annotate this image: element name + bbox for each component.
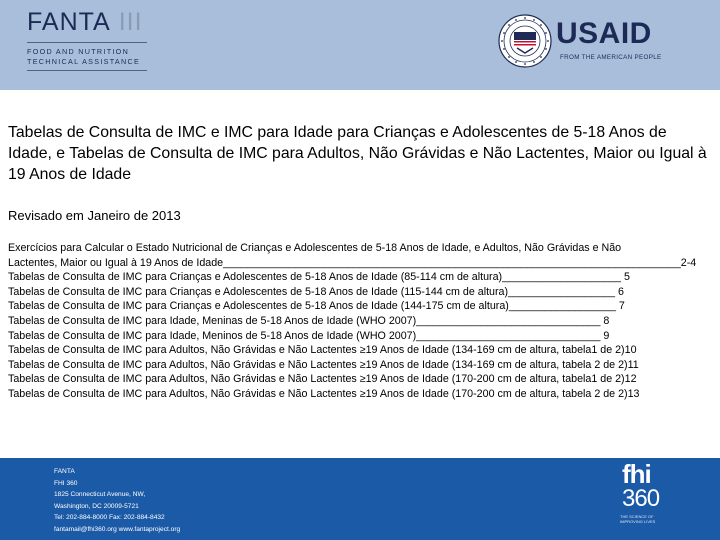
toc-entry-leader: _______________________________ <box>416 314 601 327</box>
toc-entry-leader: __________________ <box>508 285 616 298</box>
toc-entry-text: Tabelas de Consulta de IMC para Crianças e Adolescentes de 5-18 Anos de Idade (144-175 cm de altura) <box>8 300 509 313</box>
toc-entry[interactable] <box>8 314 718 329</box>
toc-entry-text: Exercícios para Calcular o Estado Nutricional de Crianças e Adolescentes de 5-18 Anos de Idade, e Adultos, Não Grávidas e Não <box>8 242 622 254</box>
header-band <box>0 0 720 90</box>
toc-entry[interactable] <box>8 241 718 256</box>
fanta-logo-line2: TECHNICAL ASSISTANCE <box>27 57 141 66</box>
toc-entry[interactable] <box>8 285 718 300</box>
toc-entry-text: Tabelas de Consulta de IMC para Adultos, Não Grávidas e Não Lactentes ≥19 Anos de Idade (170-200 cm de altura, tabela1 de 2) <box>8 373 625 386</box>
toc-entry-page: 2-4 <box>680 256 697 269</box>
toc-entry-text: Tabelas de Consulta de IMC para Adultos, Não Grávidas e Não Lactentes ≥19 Anos de Idade (134-169 cm de altura, tabela1 de 2) <box>8 344 625 357</box>
fanta-logo-title: FANTA <box>27 8 111 36</box>
toc-entry-page: 8 <box>600 314 610 327</box>
footer-address <box>54 466 180 536</box>
fhi360-logo-bottom: 360 <box>622 485 660 512</box>
footer-city: Washington, DC 20009-5721 <box>54 502 139 510</box>
fanta-logo-divider-bottom <box>27 70 147 71</box>
fhi360-logo-top: fhi <box>622 459 651 489</box>
toc-entry-leader: __________________ <box>508 300 616 313</box>
footer-email-web[interactable]: fantamail@fhi360.org www.fantaproject.org <box>54 525 181 533</box>
footer-org: FANTA <box>54 468 75 475</box>
revision-date: Revisado em Janeiro de 2013 <box>8 208 181 223</box>
footer-street: 1825 Connecticut Avenue, NW, <box>54 491 146 499</box>
toc-entry[interactable] <box>8 387 718 402</box>
usaid-seal-icon <box>498 14 552 68</box>
toc-entry-leader: ____________________ <box>502 271 621 284</box>
toc-entry-text: Tabelas de Consulta de IMC para Adultos, Não Grávidas e Não Lactentes ≥19 Anos de Idade (170-200 cm de altura, tabela 2 de 2) <box>8 387 628 400</box>
document-title: Tabelas de Consulta de IMC e IMC para Idade para Crianças e Adolescentes de 5-18 Anos de Idade, e Tabelas de Consulta de IMC para Adultos, Não Grávidas e Não Lactentes, Maior ou Igual à 19 Anos de Idade <box>8 124 707 183</box>
toc-entry-page: 12 <box>624 373 637 386</box>
toc-entry[interactable] <box>8 343 718 358</box>
toc-entry-text: Lactentes, Maior ou Igual à 19 Anos de Idade <box>8 256 224 269</box>
toc-entry-text: Tabelas de Consulta de IMC para Crianças e Adolescentes de 5-18 Anos de Idade (85-114 cm de altura) <box>8 271 503 284</box>
toc-entry[interactable] <box>8 270 718 285</box>
toc-entry-leader: _______________________________ <box>416 329 601 342</box>
toc-entry[interactable] <box>8 329 718 344</box>
toc-entry-page: 10 <box>624 344 637 357</box>
footer-phone-fax: Tel: 202-884-8000 Fax: 202-884-8432 <box>54 514 165 522</box>
toc-entry-page: 5 <box>621 271 630 284</box>
toc-entry-text: Tabelas de Consulta de IMC para Idade, Meninas de 5-18 Anos de Idade (WHO 2007) <box>8 314 417 327</box>
usaid-tagline: FROM THE AMERICAN PEOPLE <box>560 54 662 61</box>
toc-entry[interactable] <box>8 372 718 387</box>
toc-entry-leader: _____________________________________________________________________________ <box>223 256 681 269</box>
toc-entry-page: 7 <box>615 300 625 313</box>
footer-org-parent: FHI 360 <box>54 479 78 487</box>
toc-entry-page: 9 <box>600 329 610 342</box>
fanta-logo-divider <box>27 42 147 43</box>
fanta-logo <box>27 8 152 71</box>
toc-entry[interactable] <box>8 358 718 373</box>
usaid-logo <box>498 14 678 70</box>
toc-entry-text: Tabelas de Consulta de IMC para Crianças e Adolescentes de 5-18 Anos de Idade (115-144 cm de altura) <box>8 285 509 298</box>
fhi360-logo-tagline: THE SCIENCE OF IMPROVING LIVES <box>620 514 656 524</box>
fanta-logo-line1: FOOD AND NUTRITION <box>27 47 130 56</box>
table-of-contents <box>8 241 718 402</box>
footer-band <box>0 458 720 540</box>
fanta-logo-roman: III <box>118 8 143 36</box>
toc-entry-text: Tabelas de Consulta de IMC para Adultos, Não Grávidas e Não Lactentes ≥19 Anos de Idade (134-169 cm de altura, tabela 2 de 2) <box>8 358 628 371</box>
toc-entry-page: 13 <box>627 387 640 400</box>
toc-entry[interactable] <box>8 256 718 271</box>
toc-entry-page: 11 <box>627 358 639 371</box>
toc-entry-text: Tabelas de Consulta de IMC para Idade, Meninos de 5-18 Anos de Idade (WHO 2007) <box>8 329 417 342</box>
usaid-wordmark: USAID <box>556 17 652 50</box>
toc-entry-page: 6 <box>615 285 624 298</box>
toc-entry[interactable] <box>8 299 718 314</box>
